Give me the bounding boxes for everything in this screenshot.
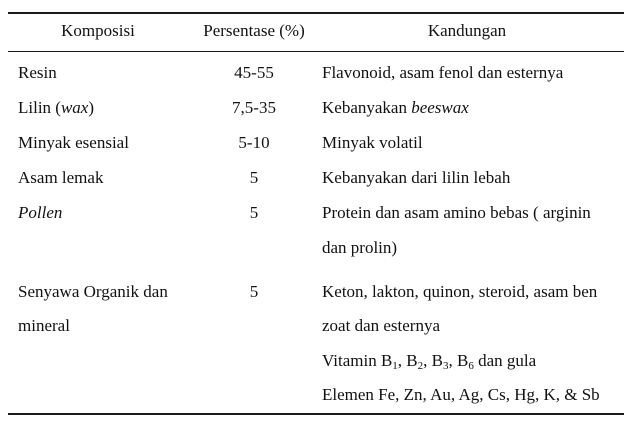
header-persentase: Persentase (%) <box>203 21 305 40</box>
table-bottom-rule <box>8 413 624 415</box>
vitamin-sub-3: 3 <box>442 360 449 372</box>
row-asam-kandungan: Kebanyakan dari lilin lebah <box>322 168 511 187</box>
row-pollen-komposisi <box>18 203 62 223</box>
row-minyak-kandungan: Minyak volatil <box>322 133 423 152</box>
row-lilin-persentase: 7,5-35 <box>232 98 276 117</box>
row-senyawa-komposisi-line1: Senyawa Organik dan <box>18 282 168 301</box>
row-senyawa-komposisi-line2: mineral <box>18 316 70 335</box>
row-senyawa-vitamin <box>322 351 536 371</box>
row-asam-persentase: 5 <box>249 168 259 187</box>
row-senyawa-persentase: 5 <box>249 282 259 301</box>
row-senyawa-kandungan-line2: zoat dan esternya <box>322 316 440 335</box>
row-minyak-persentase: 5-10 <box>238 133 270 152</box>
row-lilin-kandungan <box>322 98 469 118</box>
row-senyawa-elemen: Elemen Fe, Zn, Au, Ag, Cs, Hg, K, & Sb <box>322 385 600 404</box>
row-resin-komposisi: Resin <box>18 63 57 82</box>
row-pollen-persentase: 5 <box>249 203 259 222</box>
vitamin-suffix: dan gula <box>473 351 537 370</box>
table-top-rule <box>8 12 624 14</box>
row-lilin-komposisi-italic: wax <box>60 98 89 117</box>
row-lilin-komposisi-end: ) <box>88 98 95 117</box>
row-lilin-komposisi-main: Lilin ( <box>18 98 61 117</box>
row-resin-persentase: 45-55 <box>234 63 274 82</box>
row-lilin-kandungan-main: Kebanyakan <box>322 98 412 117</box>
table-header-rule <box>8 51 624 52</box>
vitamin-sub-1: 1 <box>392 360 398 372</box>
vitamin-sep-2: , B <box>423 351 443 370</box>
row-lilin-kandungan-italic: beeswax <box>411 98 469 117</box>
row-resin-kandungan: Flavonoid, asam fenol dan esternya <box>322 63 564 82</box>
row-pollen-kandungan-line1: Protein dan asam amino bebas ( arginin <box>322 203 591 222</box>
vitamin-sub-6: 6 <box>468 360 474 372</box>
vitamin-sep-1: , B <box>397 351 418 370</box>
row-senyawa-kandungan-line1: Keton, lakton, quinon, steroid, asam ben <box>322 282 598 301</box>
row-pollen-kandungan-line2: dan prolin) <box>322 238 398 257</box>
vitamin-prefix: Vitamin B <box>322 351 393 370</box>
header-kandungan: Kandungan <box>427 21 507 40</box>
vitamin-sub-2: 2 <box>417 360 424 372</box>
row-pollen-komposisi-italic: Pollen <box>18 203 63 222</box>
vitamin-sep-3: , B <box>448 351 469 370</box>
row-minyak-komposisi: Minyak esensial <box>18 133 129 152</box>
header-komposisi: Komposisi <box>61 21 135 40</box>
row-asam-komposisi: Asam lemak <box>18 168 104 187</box>
row-lilin-komposisi <box>18 98 94 118</box>
